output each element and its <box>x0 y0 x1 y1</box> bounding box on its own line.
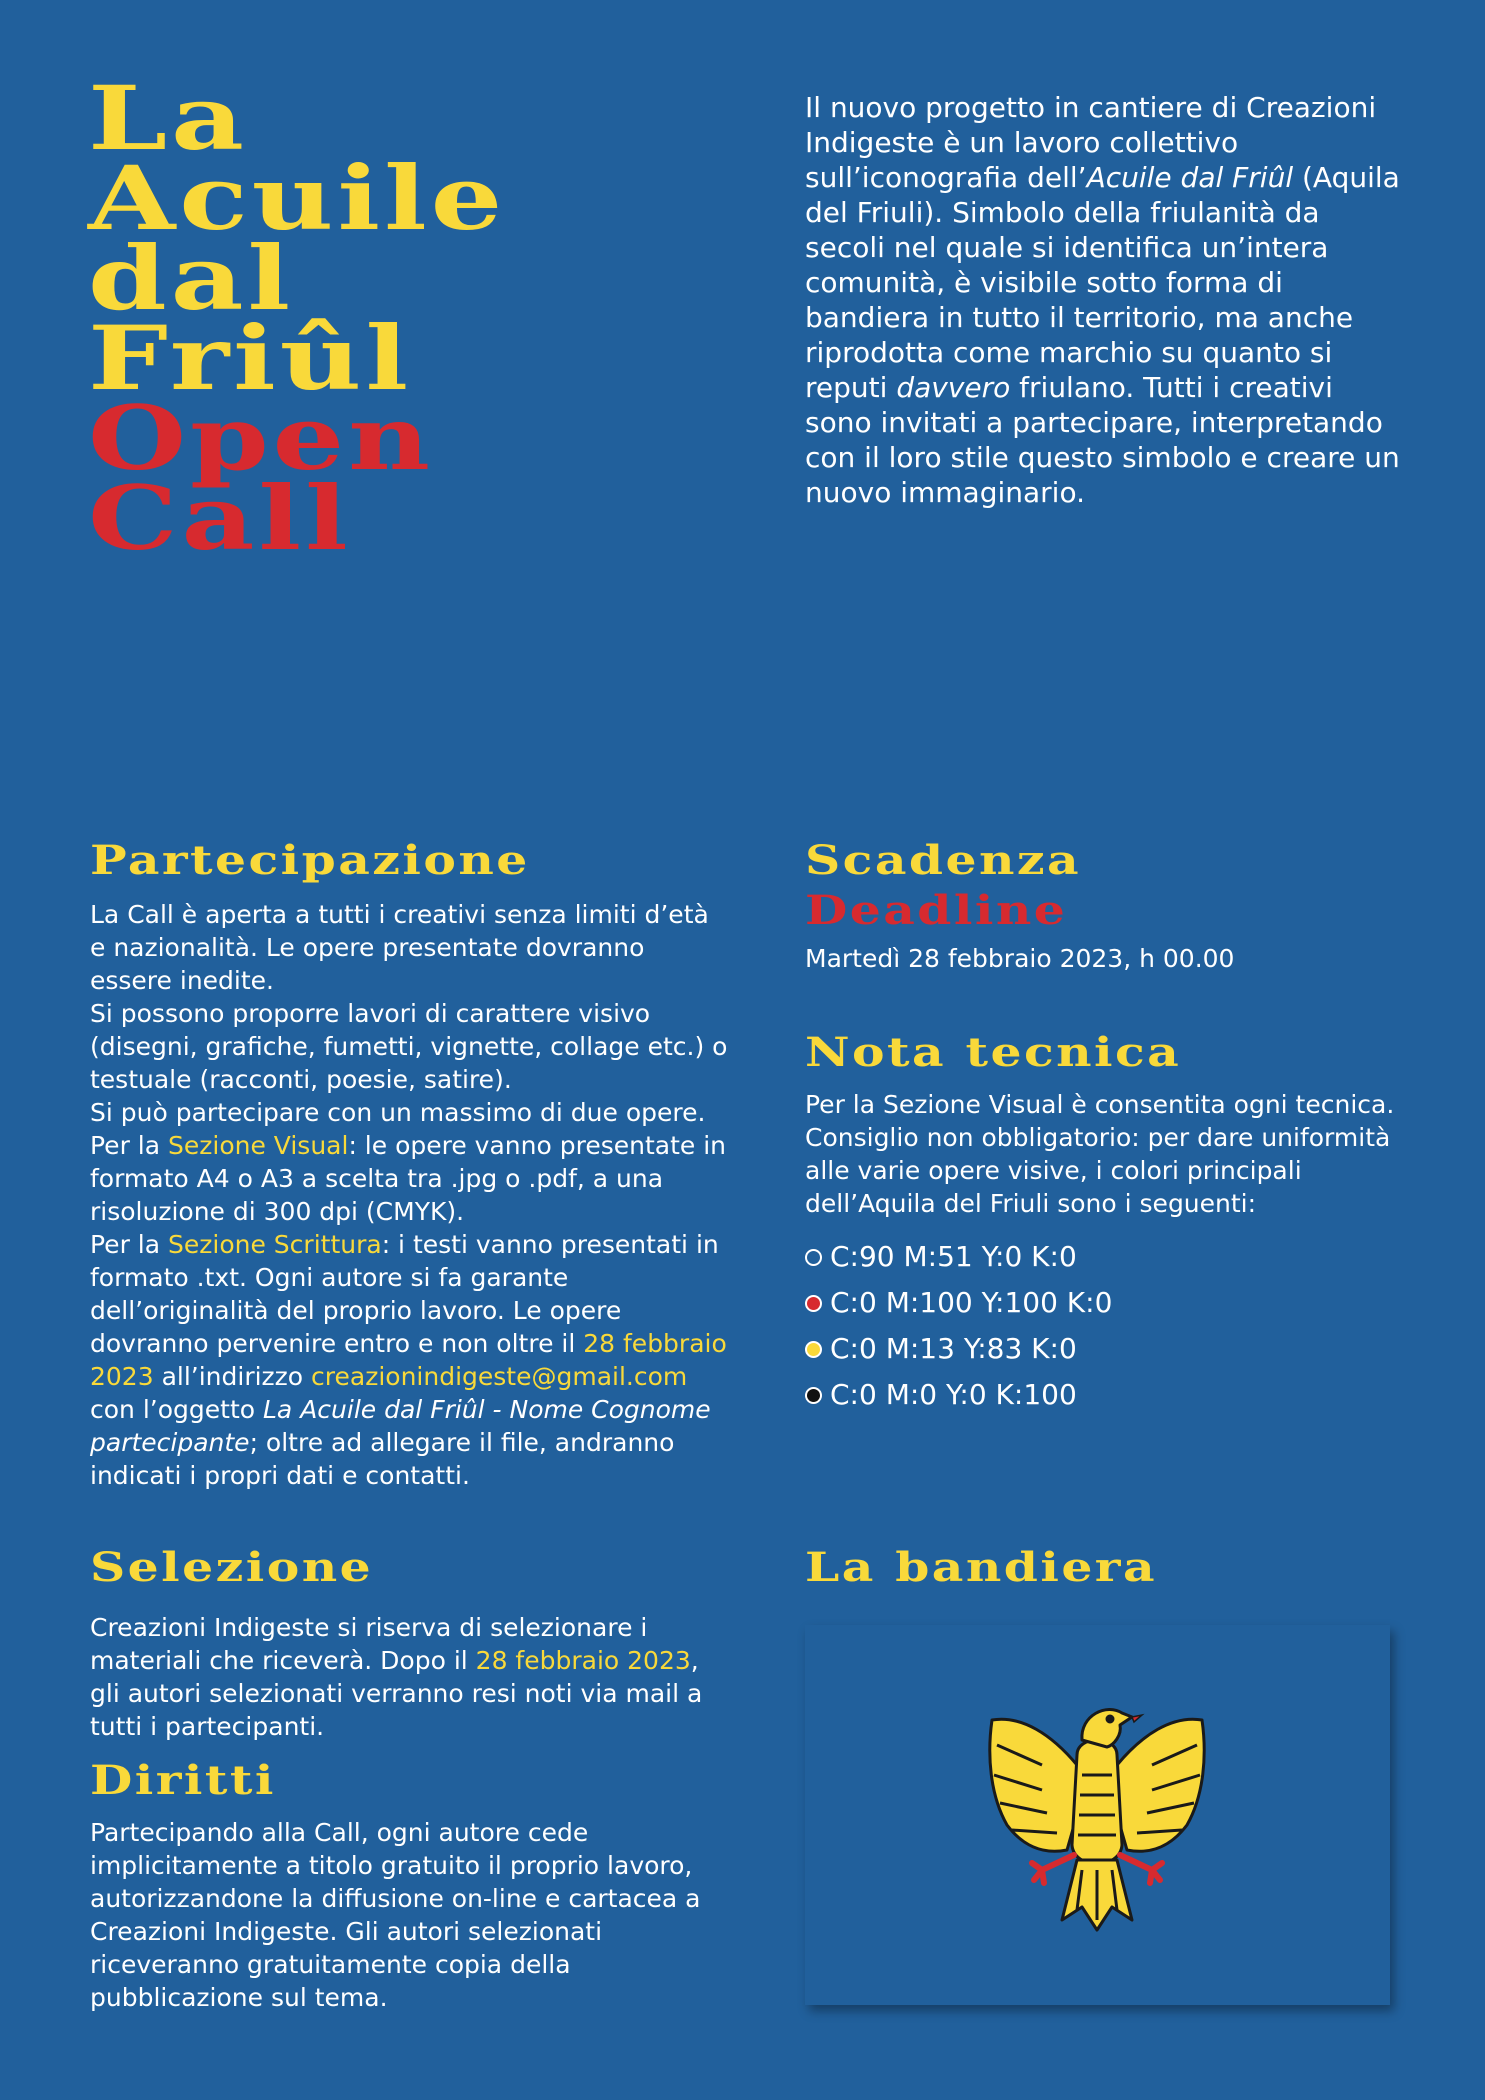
intro-text-3: friulano. Tutti i creativi sono invitati a partecipare, interpretando con il loro stile questo simbolo e creare un nuovo immaginario. <box>805 371 1400 509</box>
heading-selezione: Selezione <box>90 1544 374 1591</box>
title-line-call: Call <box>88 466 352 570</box>
color-swatch-item <box>805 1372 1405 1418</box>
swatch-label: C:90 M:51 Y:0 K:0 <box>830 1240 1077 1273</box>
text: all’indirizzo <box>153 1362 312 1391</box>
intro-italic-davvero: davvero <box>896 371 1011 404</box>
intro-paragraph <box>805 90 1405 510</box>
color-swatch-item <box>805 1280 1405 1326</box>
swatch-dot-black-icon <box>805 1387 822 1404</box>
intro-italic-title: Acuile dal Friûl <box>1086 161 1294 194</box>
title-line-open: Open <box>88 386 434 490</box>
section-nota-tecnica <box>805 1030 1405 1418</box>
intro-text-1: Il nuovo progetto in cantiere di Creazioni Indigeste è un lavoro collettivo sull’iconografia dell’ <box>805 91 1377 194</box>
diritti-body: Partecipando alla Call, ogni autore cede implicitamente a titolo gratuito il proprio lavoro, autorizzandone la diffusione on-line e cartacea a Creazioni Indigeste. Gli autori selezionati riceveranno gratuitamente copia della pubblicazione sul tema. <box>90 1818 701 2012</box>
partecipazione-body <box>90 898 730 1492</box>
title-line-acuile: Acuile <box>88 146 507 250</box>
selezione-body <box>90 1611 730 1743</box>
text: : le opere vanno presentate in formato A4 o A3 a scelta tra .jpg o .pdf, a una risoluzione di 300 dpi (CMYK). <box>90 1131 727 1226</box>
partecipazione-paragraph-3 <box>90 1096 730 1228</box>
sezione-visual-highlight: Sezione Visual <box>168 1131 349 1160</box>
heading-bandiera: La bandiera <box>805 1544 1158 1591</box>
selezione-date-highlight: 28 febbraio 2023 <box>475 1646 691 1675</box>
poster-title <box>88 66 907 570</box>
heading-partecipazione: Partecipazione <box>90 837 530 884</box>
color-swatch-item <box>805 1234 1405 1280</box>
title-line-la: La <box>88 66 248 170</box>
partecipazione-paragraph-4 <box>90 1228 730 1492</box>
heading-scadenza: Scadenza <box>805 837 1082 884</box>
swatch-dot-red-icon <box>805 1295 822 1312</box>
section-diritti <box>90 1758 730 2014</box>
section-selezione <box>90 1545 730 1743</box>
swatch-label: C:0 M:13 Y:83 K:0 <box>830 1332 1077 1365</box>
text: Per la <box>90 1230 169 1259</box>
text: con l’oggetto <box>90 1395 263 1424</box>
intro-text-2: (Aquila del Friuli). Simbolo della friulanità da secoli nel quale si identifica un’intera comunità, è visibile sotto forma di bandiera in tutto il territorio, ma anche riprodotta come marchio su quanto si reputi <box>805 161 1400 404</box>
swatch-dot-blue-icon <box>805 1249 822 1266</box>
text: Si può partecipare con un massimo di due opere. Per la <box>90 1098 706 1160</box>
nota-tecnica-body: Per la Sezione Visual è consentita ogni tecnica. Consiglio non obbligatorio: per dare uniformità alle varie opere visive, i colori principali dell’Aquila del Friuli sono i seguenti: <box>805 1090 1395 1218</box>
deadline-date: Martedì 28 febbraio 2023, h 00.00 <box>805 944 1235 973</box>
section-partecipazione <box>90 838 730 1492</box>
text: , gli autori selezionati verranno resi noti via mail a tutti i partecipanti. <box>90 1646 703 1741</box>
deadline-highlight: 28 febbraio 2023 <box>90 1329 727 1391</box>
text: ; oltre ad allegare il file, andranno indicati i propri dati e contatti. <box>90 1428 675 1490</box>
title-line-friul: Friûl <box>88 306 413 410</box>
text: : i testi vanno presentati in formato .txt. Ogni autore si fa garante dell’originalità del proprio lavoro. Le opere dovranno pervenire entro e non oltre il <box>90 1230 719 1358</box>
eagle-icon <box>982 1695 1212 1935</box>
text: Creazioni Indigeste si riserva di selezionare i materiali che riceverà. Dopo il <box>90 1613 648 1675</box>
swatch-label: C:0 M:0 Y:0 K:100 <box>830 1378 1077 1411</box>
color-swatch-item <box>805 1326 1405 1372</box>
swatch-dot-yellow-icon <box>805 1341 822 1358</box>
color-swatch-list <box>805 1234 1405 1418</box>
heading-diritti: Diritti <box>90 1757 276 1804</box>
friuli-flag <box>805 1625 1390 2005</box>
title-line-dal: dal <box>88 226 295 330</box>
heading-nota-tecnica: Nota tecnica <box>805 1029 1182 1076</box>
section-bandiera <box>805 1545 1405 1591</box>
partecipazione-paragraph-1: La Call è aperta a tutti i creativi senza limiti d’età e nazionalità. Le opere presentate dovranno essere inedite. <box>90 900 709 995</box>
section-scadenza <box>805 838 1405 975</box>
heading-deadline: Deadline <box>805 887 1068 934</box>
partecipazione-paragraph-2: Si possono proporre lavori di carattere visivo (disegni, grafiche, fumetti, vignette, collage etc.) o testuale (racconti, poesie, satire). <box>90 999 728 1094</box>
swatch-label: C:0 M:100 Y:100 K:0 <box>830 1286 1113 1319</box>
email-link[interactable]: creazionindigeste@gmail.com <box>311 1362 688 1391</box>
sezione-scrittura-highlight: Sezione Scrittura <box>168 1230 382 1259</box>
email-subject: La Acuile dal Friûl - Nome Cognome partecipante <box>90 1395 711 1457</box>
